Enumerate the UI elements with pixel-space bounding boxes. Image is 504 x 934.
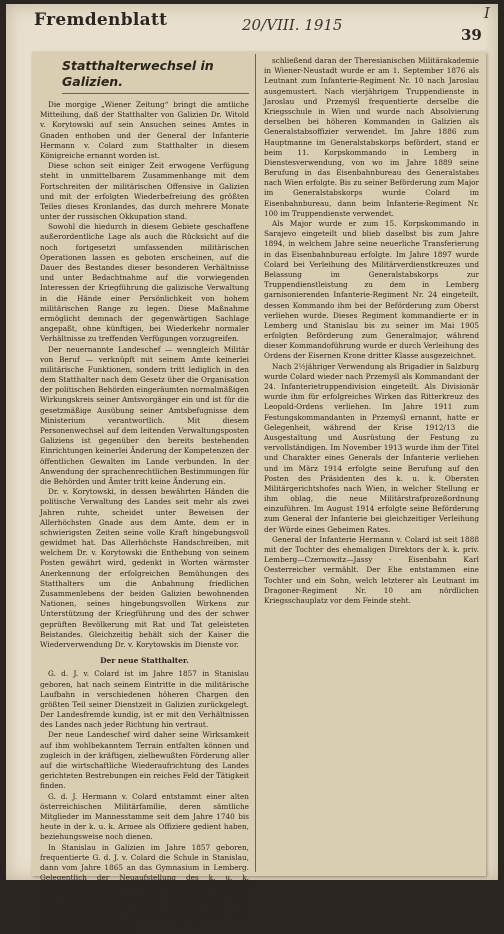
- roman-numeral: I: [484, 4, 490, 22]
- article-paragraph: Die morgige „Wiener Zeitung“ bringt die amtliche Mitteilung, daß der Statthalter von Galizien Dr. Witold v. Korytowski auf sein Ansuchen seines Amtes in Gnaden enthoben und der General der Infanterie Hermann v. Colard zum Statthalter in diesem Königreiche ernannt worden ist.: [40, 100, 249, 161]
- handwritten-date: 20/VIII. 1915: [242, 16, 342, 34]
- article-headline: Statthalterwechsel in Galizien.: [62, 58, 249, 94]
- article-column-right: [264, 56, 479, 872]
- newspaper-clipping: [32, 52, 486, 876]
- article-paragraph: In Stanislau in Galizien im Jahre 1857 geboren, frequentierte G. d. J. v. Colard die Schule in Stanislau, dann vom Jahre 1865 an das Gymnasium in Lemberg. Gelegentlich der Neuaufstellung des k. u. k. Militärkollegiums in St. Pölten trat Colard im Jahre 1870 aus dem Obergymnasium in Lemberg in diese Militärbildungsanstalt und hiemit in die Militärerziehung über. Nach Absolvierung des k. u. k. Militärkollegiums und an: [40, 843, 249, 934]
- article-paragraph: Als Major wurde er zum 15. Korpskommando in Sarajevo eingeteilt und blieb daselbst bis zum Jahre 1894, in welchem Jahre seine neuerliche Transferierung in das Eisenbahnbureau erfolgte. Im Jahre 1897 wurde Colard bei Verleihung des Militärverdienstkreuzes und Belassung im Generalstabskorps zur Truppendienstleistung zu dem in Lemberg garnisonierenden Infanterie-Regiment Nr. 24 eingeteilt, dessen Kommando ihm bei der Beförderung zum Oberst verliehen wurde. Dieses Regiment kommandierte er in Lemberg und Stanislau bis zu seiner im Mai 1905 erfolgten Beförderung zum Generalmajor, während dieser Kommandoführung wurde er durch Verleihung des Ordens der Eisernen Krone dritter Klasse ausgezeichnet.: [264, 219, 479, 362]
- column-divider: [255, 54, 256, 872]
- article-paragraph: G. d. J. v. Colard ist im Jahre 1857 in Stanislau geboren, hat nach seinem Eintritte in die militärische Laufbahn in verschiedenen höheren Chargen den größten Teil seiner Dienstzeit in Galizien zurückgelegt. Der Landesfremde kundig, ist er mit den Verhältnissen des Landes nach jeder Richtung hin vertraut.: [40, 669, 249, 730]
- page-number: 39: [461, 26, 482, 44]
- article-paragraph: G. d. J. Hermann v. Colard entstammt einer alten österreichischen Militärfamilie, deren sämtliche Mitglieder im Mannesstamme seit dem Jahre 1740 bis heute in der k. u. k. Armee als Offiziere gedient haben, beziehungsweise noch dienen.: [40, 792, 249, 843]
- newspaper-name: Fremdenblatt: [34, 10, 167, 30]
- article-column-left: [40, 56, 249, 872]
- article-paragraph: schließend daran der Theresianischen Militärakademie in Wiener-Neustadt wurde er am 1. September 1876 als Leutnant zum Infanterie-Regiment Nr. 10 nach Jaroslau ausgemustert. Nach vierjährigem Truppendienste in Jaroslau und Przemyśl frequentierte derselbe die Kriegsschule in Wien und wurde nach Absolvierung derselben bei höheren Kommanden in Galizien als Generalstabsoffizier verwendet. Im Jahre 1886 zum Hauptmanne im Generalstabskorps befördert, stand er beim 11. Korpskommando in Lemberg in Dienstesverwendung, von wo im Jahre 1889 seine Berufung in das Eisenbahnbureau des Generalstabes nach Wien erfolgte. Bis zu seiner Beförderung zum Major im Generalstabskorps wurde Colard im Eisenbahnbureau, dann beim Infanterie-Regiment Nr. 100 im Truppendienste verwendet.: [264, 56, 479, 219]
- article-paragraph: Nach 2½jähriger Verwendung als Brigadier in Salzburg wurde Colard wieder nach Przemyśl als Kommandant der 24. Infanterietruppendivision eingeteilt. Als Divisionär wurde ihm für erfolgreiches Wirken das Ritterkreuz des Leopold-Ordens verliehen. Im Jahre 1911 zum Festungskommandanten in Przemyśl ernannt, hatte er Gelegenheit, während der Krise 1912/13 die Ausgestaltung und Ausrüstung der Festung zu vervollständigen. Im November 1913 wurde ihm der Titel und Charakter eines Generals der Infanterie verliehen und im März 1914 erfolgte seine Berufung auf den Posten des Präsidenten des k. u. k. Obersten Militärgerichtshofes nach Wien, in welcher Stellung er ihm oblag, die neue Militärstrafprozeßordnung einzuführen. Im August 1914 erfolgte seine Beförderung zum General der Infanterie bei gleichzeitiger Verleihung der Würde eines Geheimen Rates.: [264, 362, 479, 535]
- archive-sheet: [6, 4, 498, 880]
- article-paragraph: Dr. v. Korytowski, in dessen bewährten Händen die politische Verwaltung des Landes seit mehr als zwei Jahren ruhte, scheidet unter Beweisen der Allerhöchsten Gnade aus dem Amte, dem er in schwierigsten Zeiten seine volle Kraft hingebungsvoll gewidmet hat. Das Allerhöchste Handschreiben, mit welchem Dr. v. Korytowski die Enthebung von seinem Posten gewährt wird, gedenkt in Worten wärmster Anerkennung der erfolgreichen Bemühungen des Statthalters um die Anbahnung friedlichen Zusammenlebens der beiden Galizien bewohnenden Nationen, seines hingebungsvollen Wirkens zur Unterstützung der Kriegführung und des der schwer geprüften Bevölkerung mit Rat und Tat geleisteten Beistandes. Gleichzeitig behält sich der Kaiser die Wiederverwendung Dr. v. Korytowskis im Dienste vor.: [40, 487, 249, 650]
- article-paragraph: Der neue Landeschef wird daher seine Wirksamkeit auf ihm wohlbekanntem Terrain entfalten können und zugleich in der kräftigen, zielbewußten Förderung aller auf die wirtschaftliche Wiederaufrichtung des Landes gerichteten Bestrebungen ein reiches Feld der Tätigkeit finden.: [40, 730, 249, 791]
- article-paragraph: Sowohl die hiedurch in diesem Gebiete geschaffene außerordentliche Lage als auch die Rücksicht auf die noch fortgesetzt umfassenden militärischen Operationen lassen es geboten erscheinen, auf die Dauer des Bestandes dieser besonderen Verhältnisse und unter Bedachtnahme auf die vorwiegenden Interessen der Kriegführung die galizische Verwaltung in die Hände einer Persönlichkeit von hohem militärischen Range zu legen. Diese Maßnahme ermöglicht demnach der gegenwärtigen Sachlage angepaßt, ohne künftigen, bei Wiederkehr normaler Verhältnisse zu treffenden Verfügungen vorzugreifen.: [40, 222, 249, 344]
- page-header: [6, 4, 498, 46]
- article-paragraph: Der neuernannte Landeschef — wenngleich Militär von Beruf — verknüpft mit seinem Amte keinerlei militärische Funktionen, sondern tritt lediglich in den dem Statthalter nach dem Gesetz über die Organisation der politischen Behörden eingeräumten normalmäßigen Wirkungskreis seiner Amtsvorgänger ein und ist für die gesetzmäßige Ausübung seiner Amtsbefugnisse dem Ministerium verantwortlich. Mit diesem Personenwechsel auf dem leitenden Verwaltungsposten Galiziens ist gegenüber den bereits bestehenden Einrichtungen keinerlei Änderung der Kompetenzen der öffentlichen Gewalten im Lande verbunden. In der Anwendung der sprachenrechtlichen Bestimmungen für die Behörden und Ämter tritt keine Änderung ein.: [40, 345, 249, 488]
- section-subhead: Der neue Statthalter.: [40, 656, 249, 666]
- article-paragraph: General der Infanterie Hermann v. Colard ist seit 1888 mit der Tochter des ehemaligen Direktors der k. k. priv. Lemberg—Czernowitz—Jassy - Eisenbahn Karl Oesterreicher vermählt. Der Ehe entstammen eine Tochter und ein Sohn, welch letzterer als Leutnant im Dragoner-Regiment Nr. 10 am nördlichen Kriegsschauplatz vor dem Feinde steht.: [264, 535, 479, 606]
- article-paragraph: Diese schon seit einiger Zeit erwogene Verfügung steht in unmittelbarem Zusammenhange mit dem Fortschreiten der militärischen Offensive in Galizien und mit der erfolgten Wiederbefreiung des größten Teiles dieses Kronlandes, das durch mehrere Monate unter der russischen Okkupation stand.: [40, 161, 249, 222]
